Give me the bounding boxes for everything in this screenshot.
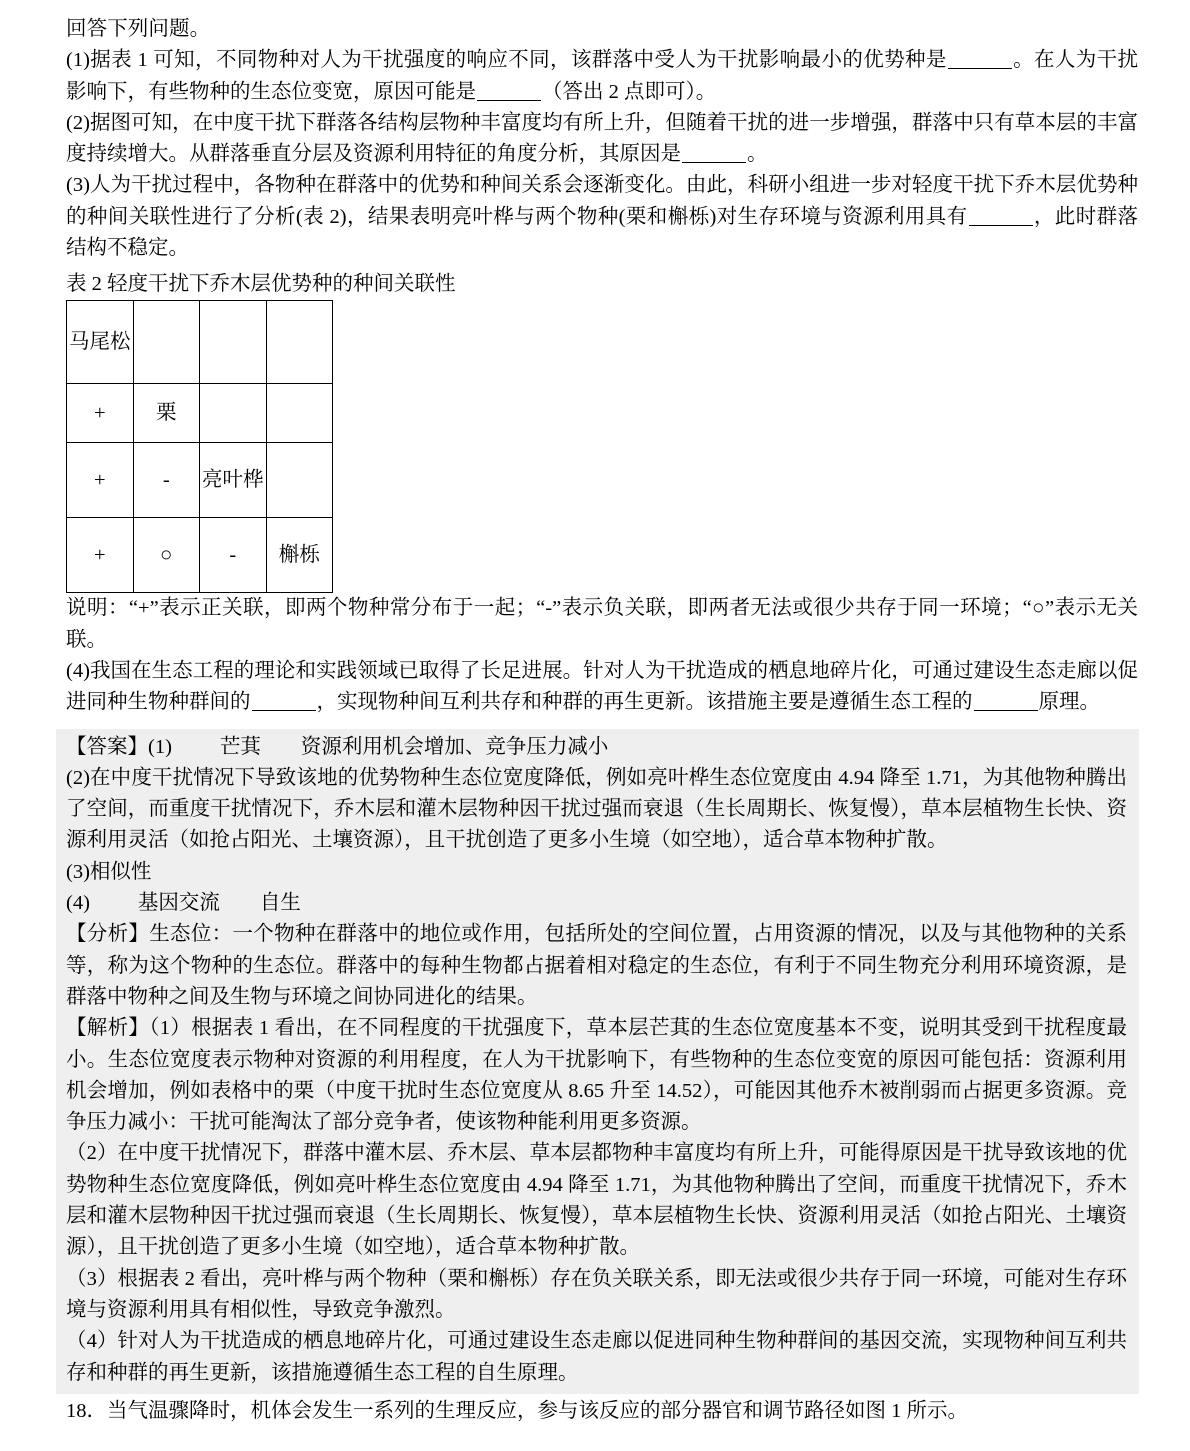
question-1-text-b: 。在人为干扰影响下，有些物种的生态位变宽，原因可能是 [66,49,1138,103]
explanation-2: （2）在中度干扰情况下，群落中灌木层、乔木层、草本层都物种丰富度均有所上升，可能得原因是干扰导致该地的优势物种生态位宽度降低，例如亮叶桦生态位宽度由 4.94 降至 1.71，为其他物种腾出了空间，而重度干扰情况下，乔木层和灌木层物种因干扰过强而衰退（生长周期长、恢复慢），草本层植物生长快、资源利用灵活（如抢占阳光、土壤资源），且干扰创造了更多小生境（如空地），适合草本物种扩散。 [66,1142,1127,1259]
table-row [67,384,333,443]
question-1-text-a: (1)据表 1 可知，不同物种对人为干扰强度的响应不同，该群落中受人为干扰影响最小的优势种是 [66,49,947,72]
table-cell: 栗 [133,384,200,443]
table-cell: 马尾松 [67,301,134,384]
species-association-table [66,300,333,593]
answer-4a: 基因交流 [137,892,220,915]
answer-label: 【答案】(1) [66,735,172,758]
question-1 [66,45,1138,108]
question-4-text-a: (4)我国在生态工程的理论和实践领域已取得了长足进展。针对人为干扰造成的栖息地碎片化，可通过建设生态走廊以促进同种生物种群间的 [66,659,1138,714]
table-cell: + [67,443,134,518]
intro-line: 回答下列问题。 [66,18,211,40]
table-caption: 表 2 轻度干扰下乔木层优势种的种间关联性 [66,273,456,296]
table-row [67,443,333,518]
question-2 [66,108,1138,171]
table-cell [133,301,200,384]
table-row [67,518,333,593]
answer-4b: 自生 [259,892,301,915]
answer-blank-4a[interactable] [252,710,316,711]
question-3 [66,170,1138,264]
question-1-text-c: （答出 2 点即可）。 [542,80,717,103]
analysis-paragraph [66,919,1127,1013]
table-cell [266,384,333,443]
answer-blank-3[interactable] [969,225,1033,226]
next-question: 18．当气温骤降时，机体会发生一系列的生理反应，参与该反应的部分器官和调节路径如图 1 所示。 [66,1399,968,1422]
table-note: 说明：“+”表示正关联，即两个物种常分布于一起；“-”表示负关联，即两者无法或很少共存于同一环境；“○”表示无关联。 [66,597,1138,651]
table-cell: - [200,518,267,593]
question-4-text-c: 原理。 [1038,691,1100,714]
question-4 [66,656,1138,719]
question-2-text-b: 。 [747,143,768,166]
table-cell [200,301,267,384]
answer-2: (2)在中度干扰情况下导致该地的优势物种生态位宽度降低，例如亮叶桦生态位宽度由 4.94 降至 1.71，为其他物种腾出了空间，而重度干扰情况下，乔木层和灌木层物种因干扰过强而衰退（生长周期长、恢复慢），草本层植物生长快、资源利用灵活（如抢占阳光、土壤资源），且干扰创造了更多小生境（如空地），适合草本物种扩散。 [66,766,1127,852]
table-cell: + [67,518,134,593]
answer-blank-1a[interactable] [948,68,1012,69]
answer-line-4 [66,888,1127,919]
explanation-label: 【解析】 [66,1017,150,1040]
analysis-label: 【分析】 [66,923,150,946]
answer-4-label: (4) [66,892,90,915]
table-cell [266,443,333,518]
question-3-text-b: ，此时群落结构不稳定。 [66,205,1138,260]
answer-explanation-block [56,729,1139,1394]
table-cell: + [67,384,134,443]
table-cell: - [133,443,200,518]
answer-3: (3)相似性 [66,860,152,883]
question-2-text-a: (2)据图可知，在中度干扰下群落各结构层物种丰富度均有所上升，但随着干扰的进一步增强，群落中只有草本层的丰富度持续增大。从群落垂直分层及资源利用特征的角度分析，其原因是 [66,111,1138,166]
answer-blank-4b[interactable] [974,710,1038,711]
explanation-1-text: （1）根据表 1 看出，在不同程度的干扰强度下，草本层芒萁的生态位宽度基本不变，说明其受到干扰程度最小。生态位宽度表示物种对资源的利用程度，在人为干扰影响下，有些物种的生态位变宽的原因可能包括：资源利用机会增加，例如表格中的栗（中度干扰时生态位宽度从 8.65 升至 14.52），可能因其他乔木被削弱而占据更多资源。竞争压力减小：干扰可能淘汰了部分竞争者，使该物种能利用更多资源。 [66,1017,1128,1134]
answer-1b: 资源利用机会增加、竞争压力减小 [300,735,609,758]
table-cell: 槲栎 [266,518,333,593]
table-cell [200,384,267,443]
table-cell [266,301,333,384]
answer-1a: 芒萁 [219,735,261,758]
question-3-text-a: (3)人为干扰过程中，各物种在群落中的优势和种间关系会逐渐变化。由此，科研小组进一步对轻度干扰下乔木层优势种的种间关联性进行了分析(表 2)，结果表明亮叶桦与两个物种(栗和槲栎)对生存环境与资源利用具有 [66,174,1138,228]
answer-line-1 [66,732,1127,763]
analysis-text: 生态位：一个物种在群落中的地位或作用，包括所处的空间位置，占用资源的情况，以及与其他物种的关系等，称为这个物种的生态位。群落中的每种生物都占据着相对稳定的生态位，有利于不同生物充分利用环境资源，是群落中物种之间及生物与环境之间协同进化的结果。 [66,923,1128,1008]
explanation-1 [66,1013,1127,1138]
explanation-3: （3）根据表 2 看出，亮叶桦与两个物种（栗和槲栎）存在负关联关系，即无法或很少共存于同一环境，可能对生存环境与资源利用具有相似性，导致竞争激烈。 [66,1267,1127,1321]
question-4-text-b: ，实现物种间互利共存和种群的再生更新。该措施主要是遵循生态工程的 [316,691,973,714]
answer-blank-1b[interactable] [477,100,541,101]
answer-blank-2[interactable] [682,162,746,163]
table-row [67,301,333,384]
table-cell: 亮叶桦 [200,443,267,518]
table-cell: ○ [133,518,200,593]
explanation-4: （4）针对人为干扰造成的栖息地碎片化，可通过建设生态走廊以促进同种生物种群间的基因交流，实现物种间互利共存和种群的再生更新，该措施遵循生态工程的自生原理。 [66,1330,1127,1384]
